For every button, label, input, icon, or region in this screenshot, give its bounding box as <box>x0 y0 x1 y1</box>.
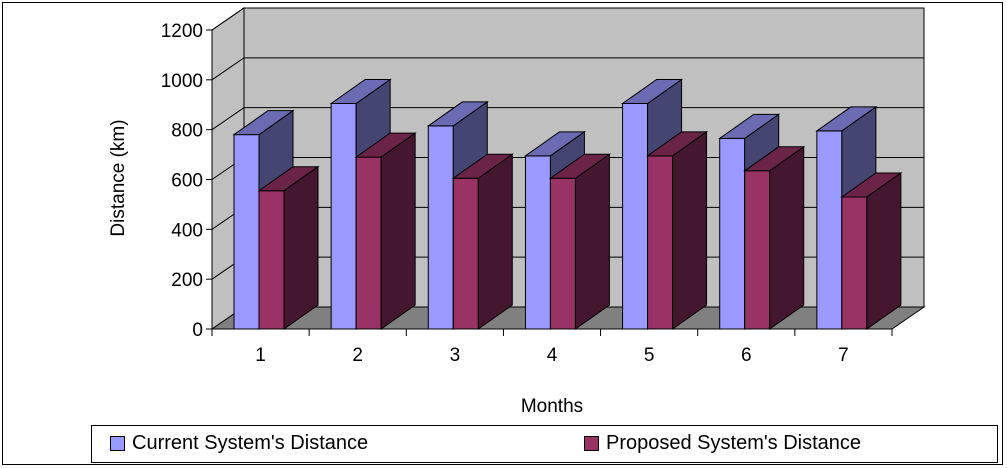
bar-side <box>284 167 318 329</box>
bar-front <box>550 178 575 329</box>
legend-swatch-proposed <box>584 436 599 451</box>
bar-proposed <box>745 147 804 329</box>
bar-side <box>381 133 415 329</box>
bar-proposed <box>648 132 707 329</box>
bar-front <box>745 171 770 329</box>
bar-side <box>770 147 804 329</box>
bar-front <box>525 156 550 329</box>
bar-front <box>331 104 356 329</box>
y-axis-title: Distance (km) <box>108 119 129 237</box>
bar-front <box>623 104 648 329</box>
bar-side <box>867 173 901 329</box>
y-tick-label: 600 <box>171 170 203 192</box>
bar-front <box>234 135 259 329</box>
bar-proposed <box>842 173 901 329</box>
bar-proposed <box>550 154 609 329</box>
bar-front <box>842 197 867 329</box>
x-tick-label: 2 <box>352 345 364 366</box>
x-axis-title: Months <box>520 396 584 417</box>
y-tick-label: 800 <box>171 120 203 142</box>
bar-side <box>673 132 707 329</box>
legend-item-current <box>110 432 368 455</box>
y-tick-label: 1000 <box>160 70 203 92</box>
y-tick-label: 1200 <box>160 21 203 42</box>
legend <box>91 425 998 463</box>
bar-front <box>453 178 478 329</box>
bar-side <box>575 154 609 329</box>
legend-label-proposed: Proposed System's Distance <box>606 432 862 454</box>
x-tick-label: 6 <box>740 345 752 366</box>
bar-side <box>478 154 512 329</box>
bar-proposed <box>453 154 512 329</box>
bar-front <box>259 191 284 329</box>
y-tick-label: 0 <box>192 320 203 341</box>
bar-proposed <box>356 133 415 329</box>
y-tick-label: 400 <box>171 220 203 242</box>
bar-front <box>428 126 453 329</box>
x-tick-label: 1 <box>255 345 266 366</box>
bar-front <box>648 156 673 329</box>
x-tick-label: 5 <box>643 345 655 366</box>
x-tick-label: 4 <box>546 345 558 366</box>
bar-front <box>356 157 381 329</box>
bar-proposed <box>259 167 318 329</box>
bar-front <box>720 138 745 329</box>
y-tick-label: 200 <box>171 270 203 292</box>
legend-item-proposed <box>584 432 861 455</box>
legend-swatch-current <box>110 436 125 451</box>
x-tick-label: 3 <box>449 345 461 366</box>
x-tick-label: 7 <box>838 345 849 366</box>
bar-front <box>817 131 842 329</box>
legend-label-current: Current System's Distance <box>132 432 369 454</box>
